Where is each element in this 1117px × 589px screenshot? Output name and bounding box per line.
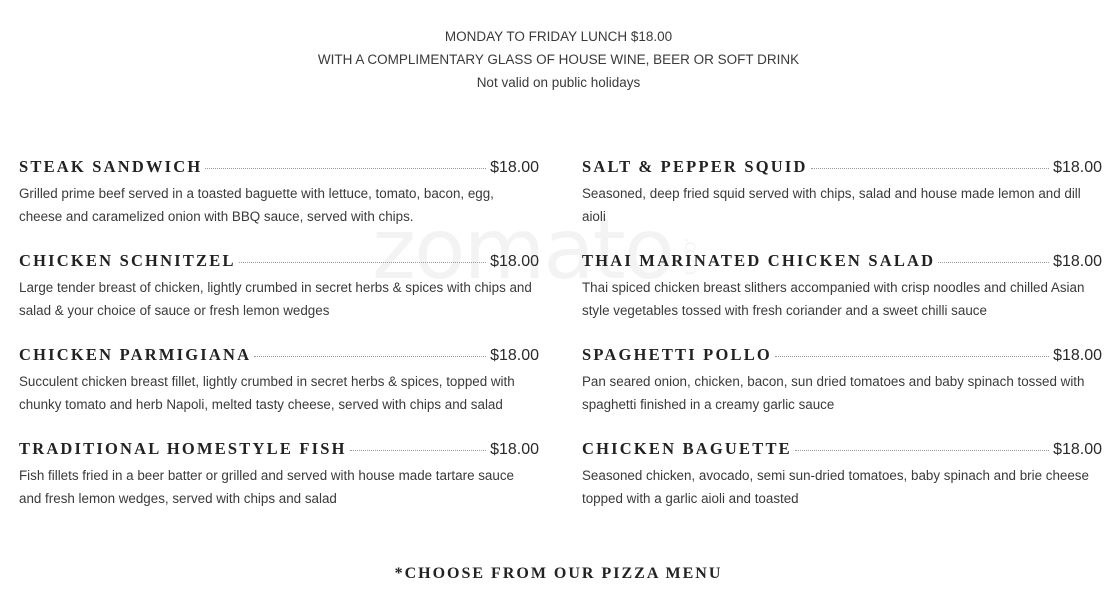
pizza-menu-note: *CHOOSE FROM OUR PIZZA MENU xyxy=(394,565,723,582)
menu-item-chicken-schnitzel xyxy=(19,251,539,322)
item-price: $18.00 xyxy=(490,347,539,364)
item-description: Seasoned chicken, avocado, semi sun-dried tomatoes, baby spinach and brie cheese topped with a garlic aioli and toasted xyxy=(582,468,1089,506)
item-price: $18.00 xyxy=(1053,441,1102,458)
menu-item-salt-pepper-squid xyxy=(582,157,1102,228)
item-name: STEAK SANDWICH xyxy=(19,157,203,176)
menu-item-chicken-parmigiana xyxy=(19,345,539,416)
item-description: Seasoned, deep fried squid served with chips, salad and house made lemon and dill aioli xyxy=(582,186,1081,224)
dot-leader xyxy=(795,450,1049,451)
item-name: CHICKEN SCHNITZEL xyxy=(19,251,236,270)
item-description: Large tender breast of chicken, lightly crumbed in secret herbs & spices with chips and salad & your choice of sauce or fresh lemon wedges xyxy=(19,280,532,318)
dot-leader xyxy=(938,262,1049,263)
item-price: $18.00 xyxy=(490,441,539,458)
menu-item-spaghetti-pollo xyxy=(582,345,1102,416)
item-price: $18.00 xyxy=(1053,347,1102,364)
item-price: $18.00 xyxy=(490,253,539,270)
item-name: SPAGHETTI POLLO xyxy=(582,345,772,364)
item-description: Grilled prime beef served in a toasted baguette with lettuce, tomato, bacon, egg, cheese and caramelized onion with BBQ sauce, served with chips. xyxy=(19,186,494,224)
item-price: $18.00 xyxy=(1053,159,1102,176)
dot-leader xyxy=(350,450,486,451)
menu-item-chicken-baguette xyxy=(582,439,1102,510)
menu-item-steak-sandwich xyxy=(19,157,539,228)
item-name: THAI MARINATED CHICKEN SALAD xyxy=(582,251,936,270)
item-description: Succulent chicken breast fillet, lightly crumbed in secret herbs & spices, topped with chunky tomato and herb Napoli, melted tasty cheese, served with chips and salad xyxy=(19,374,515,412)
menu-item-traditional-homestyle-fish xyxy=(19,439,539,510)
item-price: $18.00 xyxy=(490,159,539,176)
complimentary-drink-line: WITH A COMPLIMENTARY GLASS OF HOUSE WINE, BEER OR SOFT DRINK xyxy=(317,52,800,67)
item-name: CHICKEN BAGUETTE xyxy=(582,439,792,458)
dot-leader xyxy=(205,168,486,169)
item-name: SALT & PEPPER SQUID xyxy=(582,157,808,176)
item-name: CHICKEN PARMIGIANA xyxy=(19,345,252,364)
dot-leader xyxy=(239,262,486,263)
menu-item-thai-marinated-chicken-salad xyxy=(582,251,1102,322)
item-name: TRADITIONAL HOMESTYLE FISH xyxy=(19,439,347,458)
item-description: Thai spiced chicken breast slithers accompanied with crisp noodles and chilled Asian style vegetables tossed with fresh coriander and a sweet chilli sauce xyxy=(582,280,1085,318)
item-description: Fish fillets fried in a beer batter or grilled and served with house made tartare sauce and fresh lemon wedges, served with chips and salad xyxy=(19,468,514,506)
dot-leader xyxy=(254,356,486,357)
lunch-offer-line: MONDAY TO FRIDAY LUNCH $18.00 xyxy=(444,29,673,44)
dot-leader xyxy=(811,168,1049,169)
item-price: $18.00 xyxy=(1053,253,1102,270)
menu-header xyxy=(0,25,1117,94)
item-description: Pan seared onion, chicken, bacon, sun dried tomatoes and baby spinach tossed with spaghetti finished in a creamy garlic sauce xyxy=(582,374,1085,412)
holiday-notice-line: Not valid on public holidays xyxy=(476,75,641,90)
dot-leader xyxy=(775,356,1049,357)
